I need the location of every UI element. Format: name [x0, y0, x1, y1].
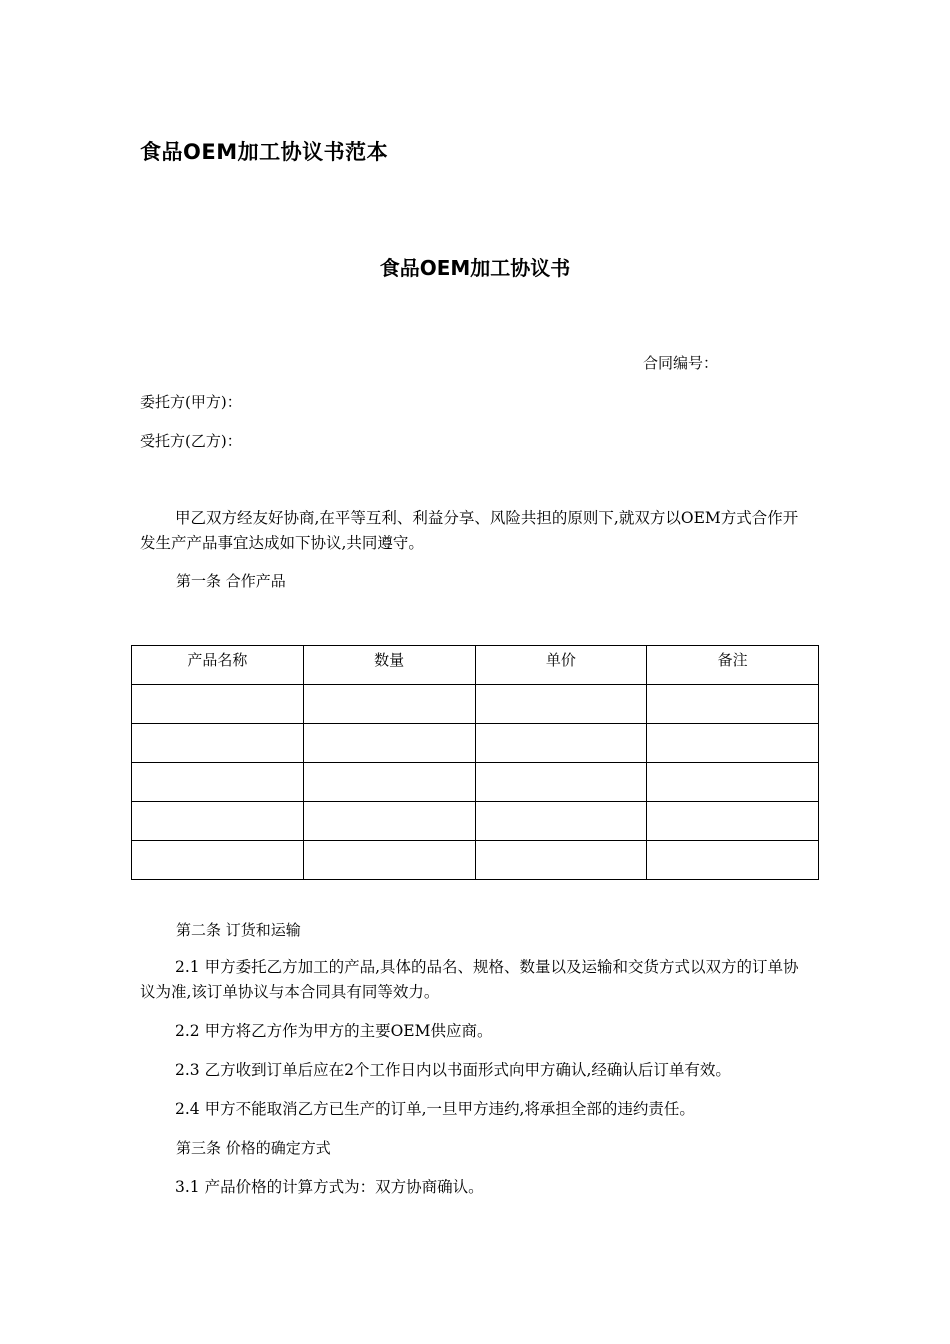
- header-quantity: 数量: [303, 646, 475, 685]
- article-2-heading: 第二条 订货和运输: [176, 921, 301, 939]
- clause-2-3: 2.3 乙方收到订单后应在2个工作日内以书面形式向甲方确认,经确认后订单有效。: [175, 1061, 731, 1079]
- table-cell[interactable]: [475, 724, 647, 763]
- article-1-heading: 第一条 合作产品: [176, 572, 286, 590]
- party-a-label: 委托方(甲方)：: [140, 393, 242, 411]
- table-cell[interactable]: [647, 724, 819, 763]
- agreement-title: 食品OEM加工协议书: [379, 256, 571, 280]
- header-product-name: 产品名称: [132, 646, 304, 685]
- clause-2-1: 2.1 甲方委托乙方加工的产品,具体的品名、规格、数量以及运输和交货方式以双方的订单协议为准,该订单协议与本合同具有同等效力。: [140, 958, 799, 1001]
- table-cell[interactable]: [475, 685, 647, 724]
- table-row: [132, 724, 819, 763]
- table-cell[interactable]: [132, 724, 304, 763]
- table-cell[interactable]: [303, 841, 475, 880]
- table-cell[interactable]: [303, 724, 475, 763]
- table-cell[interactable]: [647, 802, 819, 841]
- clause-2-2: 2.2 甲方将乙方作为甲方的主要OEM供应商。: [175, 1022, 493, 1040]
- table-cell[interactable]: [647, 841, 819, 880]
- intro-paragraph: 甲乙双方经友好协商,在平等互利、利益分享、风险共担的原则下,就双方以OEM方式合作开发生产产品事宜达成如下协议,共同遵守。: [140, 509, 799, 552]
- table-header-row: [132, 646, 819, 685]
- table-cell[interactable]: [475, 802, 647, 841]
- table-cell[interactable]: [475, 841, 647, 880]
- document-title: 食品OEM加工协议书范本: [140, 140, 389, 164]
- header-remarks: 备注: [647, 646, 819, 685]
- clause-2-4: 2.4 甲方不能取消乙方已生产的订单,一旦甲方违约,将承担全部的违约责任。: [175, 1100, 695, 1118]
- header-unit-price: 单价: [475, 646, 647, 685]
- party-b-label: 受托方(乙方)：: [140, 432, 242, 450]
- table-row: [132, 763, 819, 802]
- table-row: [132, 841, 819, 880]
- table-row: [132, 685, 819, 724]
- table-cell[interactable]: [303, 685, 475, 724]
- table-cell[interactable]: [303, 802, 475, 841]
- table-cell[interactable]: [132, 763, 304, 802]
- table-cell[interactable]: [132, 685, 304, 724]
- table-cell[interactable]: [303, 763, 475, 802]
- clause-3-1: 3.1 产品价格的计算方式为：双方协商确认。: [175, 1178, 484, 1196]
- table-cell[interactable]: [132, 802, 304, 841]
- table-cell[interactable]: [647, 685, 819, 724]
- table-row: [132, 802, 819, 841]
- table-cell[interactable]: [647, 763, 819, 802]
- table-cell[interactable]: [475, 763, 647, 802]
- table-cell[interactable]: [132, 841, 304, 880]
- contract-number-label: 合同编号：: [643, 354, 719, 372]
- article-3-heading: 第三条 价格的确定方式: [176, 1139, 331, 1157]
- products-table: [131, 645, 819, 880]
